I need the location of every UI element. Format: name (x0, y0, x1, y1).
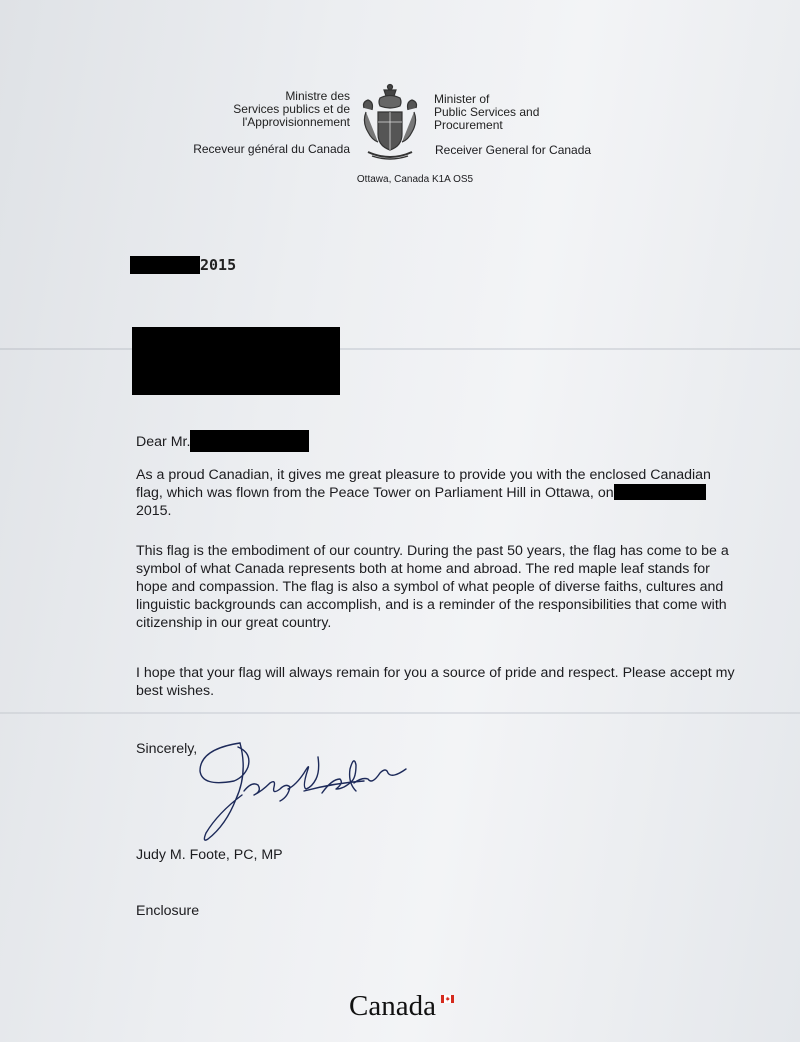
minister-title-en-line: Public Services and (434, 105, 540, 119)
enclosure-note: Enclosure (136, 903, 200, 919)
coat-of-arms-icon (358, 82, 422, 164)
salutation-text: Dear Mr. (136, 434, 191, 450)
date-year: 2015 (200, 256, 237, 274)
receiver-general-en: Receiver General for Canada (435, 143, 592, 157)
minister-title-en-line: Minister of (434, 92, 490, 106)
handwritten-signature (196, 735, 426, 845)
canada-flag-icon (441, 995, 454, 1003)
paragraph-text: 2015. (136, 503, 172, 519)
paragraph-text: As a proud Canadian, it gives me great pleasure to provide you with the enclosed Canadian flag, which was flown from the Peace Tower on Parliament Hill in Ottawa, on (136, 467, 711, 501)
salutation (136, 430, 309, 452)
signer-name: Judy M. Foote, PC, MP (136, 847, 283, 863)
paragraph-flag-meaning: This flag is the embodiment of our country. During the past 50 years, the flag has come to be a symbol of what Canada represents both at home and abroad. The red maple leaf stands for hope and compassion. The flag is also a symbol of what people of diverse faiths, cultures and linguistic backgrounds can accomplish, and is a reminder of the responsibilities that come with citizenship in our great country. (136, 543, 729, 631)
redacted-recipient-address (132, 327, 340, 395)
redacted-flight-date (614, 484, 706, 500)
paragraph-best-wishes: I hope that your flag will always remain for you a source of pride and respect. Please accept my best wishes. (136, 665, 735, 699)
minister-title-fr-line: Services publics et de (233, 102, 350, 116)
redacted-recipient-name (190, 430, 309, 452)
paper-fold-line (0, 348, 800, 350)
minister-title-fr (233, 90, 350, 129)
minister-title-en-line: Procurement (434, 118, 503, 132)
paper-fold-line (0, 712, 800, 714)
closing: Sincerely, (136, 741, 198, 757)
canada-wordmark: Canada (349, 990, 436, 1022)
minister-title-fr-line: l'Approvisionnement (242, 115, 350, 129)
receiver-general-fr: Receveur général du Canada (193, 142, 350, 156)
minister-title-en (434, 93, 539, 132)
minister-title-fr-line: Ministre des (285, 89, 350, 103)
redacted-date (130, 256, 200, 274)
address: Ottawa, Canada K1A OS5 (356, 174, 474, 185)
paragraph-flag-presentation (136, 466, 736, 520)
